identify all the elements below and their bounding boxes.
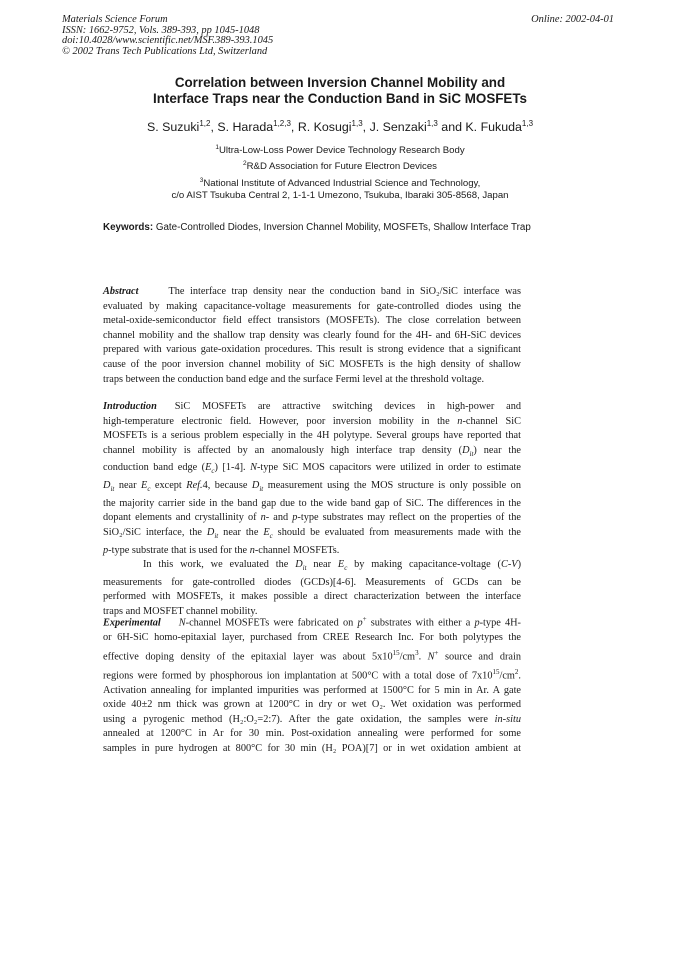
experimental-line: using a pyrogenic method (H₂:O₂=2:7). After the gate oxidation, the samples were in-situ [103, 713, 521, 725]
affiliation-text: National Institute of Advanced Industrial Science and Technology, [203, 178, 481, 189]
experimental-line: or 6H-SiC homo-epitaxial layer, purchased from CREE Research Inc. For both polytypes the [103, 632, 521, 644]
affiliation-2 [90, 161, 590, 173]
experimental-section [103, 612, 521, 757]
experimental-line: effective doping density of the epitaxial layer was about $5x10^{15}/cm^3$. N+ source and drain [103, 648, 521, 663]
author-affiliation-marker: 1,3 [351, 119, 363, 128]
affiliation-marker: 3 [199, 177, 204, 184]
keywords-label: Keywords: [103, 222, 154, 233]
intro-line: In this work, we evaluated the $D_{it}$ near $E_c$ by making capacitance-voltage (C-V) [143, 559, 521, 573]
experimental-line: regions were formed by phosphorous ion implantation at 500°C with a total dose of $7x10^{15}/cm^2$. [103, 667, 521, 682]
journal-issn: ISSN: 1662-9752, Vols. 389-393, pp 1045-1048 [62, 24, 260, 36]
affiliation-address: c/o AIST Tsukuba Central 2, 1-1-1 Umezono, Tsukuba, Ibaraki 305-8568, Japan [171, 190, 509, 201]
author-affiliation-marker: 1,3 [426, 119, 438, 128]
intro-line: conduction band edge $(E_c)$ [1-4]. N-type SiC MOS capacitors were utilized in order to estimate [103, 462, 521, 476]
intro-line: traps and MOSFET channel mobility. [103, 605, 258, 617]
experimental-line: Experimental N-channel MOSFETs were fabricated on p+ substrates with either a p-type 4H- [103, 615, 521, 629]
author-name: R. Kosugi [297, 120, 352, 134]
online-date: Online: 2002-04-01 [531, 14, 614, 25]
abstract-line: evaluated by making capacitance-voltage measurements for gate-controlled diodes using the [103, 300, 521, 312]
abstract-line: channel mobility and the shallow trap density was clearly found for the 4H- and 6H-SiC devices [103, 329, 521, 341]
author-separator: , [210, 120, 218, 134]
intro-line: $D_{it}$ near $E_c$ except Ref.4, because $D_{it}$ measurement using the MOS structure is only possible on [103, 480, 521, 494]
author-affiliation-marker: 1,3 [521, 119, 534, 128]
experimental-line: samples in pure hydrogen at 800°C for 30 min (H₂ POA)[7] or in wet oxidation ambient at [103, 743, 521, 755]
affiliation-1 [90, 145, 590, 157]
intro-line: p-type substrate that is used for the n-channel MOSFETs. [103, 544, 340, 556]
affiliation-marker: 2 [243, 160, 247, 167]
keywords-text: Gate-Controlled Diodes, Inversion Channel Mobility, MOSFETs, Shallow Interface Trap [155, 222, 531, 233]
author-and: and [437, 120, 466, 134]
affiliation-3 [90, 178, 590, 202]
journal-doi[interactable]: doi:10.4028/www.scientific.net/MSF.389-393.1045 [62, 35, 274, 47]
intro-line: SiC MOSFETs are attractive switching devices in high-power and [174, 401, 521, 412]
keywords [103, 222, 533, 235]
intro-line: dopant elements and crystallinity of n- and p-type substrates may reflect on the properties of the [103, 512, 521, 524]
abstract-line: cause of the poor inversion channel mobility of SiC MOSFETs is the high density of shallow [103, 358, 521, 370]
intro-line: channel mobility is affected by an anomalously high interface trap density $(D_{it})$ near the [103, 444, 522, 458]
journal-name: Materials Science Forum [62, 14, 168, 25]
introduction-section [103, 400, 521, 620]
intro-line: high-temperature electronic field. However, poor inversion mobility in the n-channel SiC [103, 415, 521, 427]
affiliation-text: Ultra-Low-Loss Power Device Technology Research Body [218, 145, 465, 156]
intro-line: SiO₂/SiC interface, the $D_{it}$ near the $E_c$ should be evaluated from measurements made with the [103, 526, 521, 540]
author-list [90, 120, 590, 135]
experimental-line: annealed at 1200°C in Ar for 30 min. Post-oxidation annealing were performed for some [103, 728, 521, 740]
author-affiliation-marker: 1,2 [199, 119, 211, 128]
affiliation-text: R&D Association for Future Electron Devices [246, 161, 437, 172]
author-name: K. Fukuda [465, 120, 522, 134]
intro-line: MOSFETs is a serious problem especially in the 4H polytype. Several groups have reported that [103, 430, 521, 442]
abstract-line: prepared with various gate-oxidation procedures. This result is strong evidence that a significant [103, 344, 521, 356]
experimental-line: oxide 40±2 nm thick was grown at 1200°C in dry or wet O₂. Wet oxidation was performed [103, 699, 521, 711]
abstract-line: metal-oxide-semiconductor field effect transistors (MOSFETs). The close correlation between [103, 315, 521, 327]
author-separator: , [362, 120, 370, 134]
paper-title [90, 75, 590, 107]
author-name: S. Suzuki [146, 120, 200, 134]
intro-line: performed with MOSFETs, it makes possible a direct characterization between the interface [103, 591, 521, 603]
affiliation-marker: 1 [215, 144, 219, 151]
intro-line: measurements for gate-controlled diodes (GCDs)[4-6]. Measurements of GCDs can be [103, 576, 521, 588]
author-name: S. Harada [217, 120, 274, 134]
title-line-2: Interface Traps near the Conduction Band in SiC MOSFETs [153, 91, 527, 106]
abstract-line: The interface trap density near the conduction band in SiO₂/SiC interface was [168, 286, 521, 297]
journal-header [62, 15, 482, 57]
abstract-section [103, 285, 521, 387]
abstract-line: traps between the conduction band edge and the surface Fermi level at the threshold voltage. [103, 373, 485, 385]
intro-line: the majority carrier side in the band gap due to the wide band gap of SiC. The differences in the [103, 497, 521, 509]
title-line-1: Correlation between Inversion Channel Mobility and [174, 75, 506, 90]
author-separator: , [290, 120, 298, 134]
author-affiliation-marker: 1,2,3 [273, 119, 291, 128]
experimental-line: Activation annealing for implanted impurities was performed at 1500°C for 5 min in Ar. A gate [103, 684, 521, 696]
author-name: J. Senzaki [369, 120, 427, 134]
journal-copyright: © 2002 Trans Tech Publications Ltd, Switzerland [62, 45, 268, 57]
abstract-heading: Abstract [103, 286, 139, 297]
experimental-heading: Experimental [103, 617, 161, 629]
introduction-heading: Introduction [103, 401, 157, 412]
